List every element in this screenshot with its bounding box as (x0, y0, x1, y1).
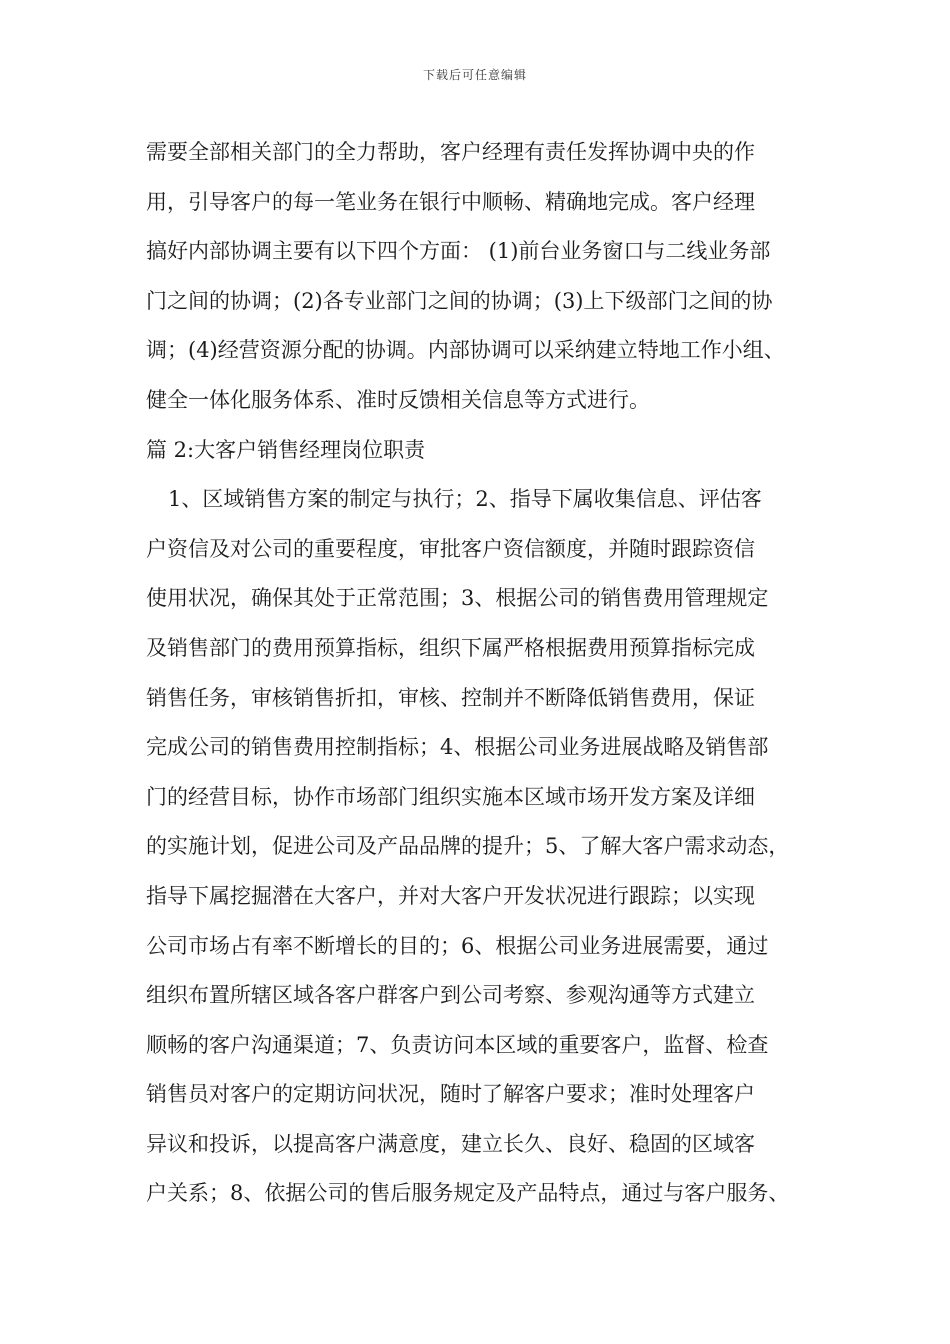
paragraph-line: 需要全部相关部门的全力帮助，客户经理有责任发挥协调中央的作 (146, 140, 755, 164)
paragraph-line: 1、区域销售方案的制定与执行；2、指导下属收集信息、评估客 (168, 487, 762, 512)
paragraph-line: 门之间的协调；(2)各专业部门之间的协调；(3)上下级部门之间的协 (146, 288, 773, 313)
paragraph-line: 户关系；8、依据公司的售后服务规定及产品特点，通过与客户服务、 (146, 1181, 790, 1206)
paragraph-line: 搞好内部协调主要有以下四个方面： (1)前台业务窗口与二线业务部 (146, 239, 771, 264)
page-header: 下载后可任意编辑 (422, 68, 527, 82)
paragraph-line: 健全一体化服务体系、准时反馈相关信息等方式进行。 (146, 387, 650, 412)
paragraph-line: 指导下属挖掘潜在大客户，并对大客户开发状况进行跟踪；以实现 (146, 883, 755, 908)
document-body (146, 128, 826, 1219)
paragraph-line: 及销售部门的费用预算指标，组织下属严格根据费用预算指标完成 (146, 635, 755, 660)
paragraph-line: 组织布置所辖区域各客户群客户到公司考察、参观沟通等方式建立 (146, 983, 755, 1008)
paragraph-line: 完成公司的销售费用控制指标；4、根据公司业务进展战略及销售部 (146, 735, 769, 760)
paragraph-line: 顺畅的客户沟通渠道；7、负责访问本区域的重要客户，监督、检查 (146, 1032, 769, 1057)
paragraph-line: 门的经营目标，协作市场部门组织实施本区域市场开发方案及详细 (146, 784, 755, 809)
paragraph-line: 销售任务，审核销售折扣，审核、控制并不断降低销售费用，保证 (146, 685, 755, 710)
paragraph-line: 异议和投诉，以提高客户满意度，建立长久、良好、稳固的区域客 (146, 1131, 755, 1156)
paragraph-line: 户资信及对公司的重要程度，审批客户资信额度，并随时跟踪资信 (146, 536, 755, 561)
paragraph-line: 使用状况，确保其处于正常范围；3、根据公司的销售费用管理规定 (146, 586, 769, 611)
paragraph-line: 调；(4)经营资源分配的协调。内部协调可以采纳建立特地工作小组、 (146, 338, 785, 363)
paragraph-line: 用，引导客户的每一笔业务在银行中顺畅、精确地完成。客户经理 (146, 189, 755, 214)
section-heading: 篇 2:大客户销售经理岗位职责 (146, 437, 426, 462)
paragraph-line: 的实施计划，促进公司及产品品牌的提升；5、了解大客户需求动态， (146, 834, 790, 859)
paragraph-line: 销售员对客户的定期访问状况，随时了解客户要求；准时处理客户 (146, 1082, 755, 1107)
paragraph-line: 公司市场占有率不断增长的目的；6、根据公司业务进展需要，通过 (146, 933, 769, 958)
